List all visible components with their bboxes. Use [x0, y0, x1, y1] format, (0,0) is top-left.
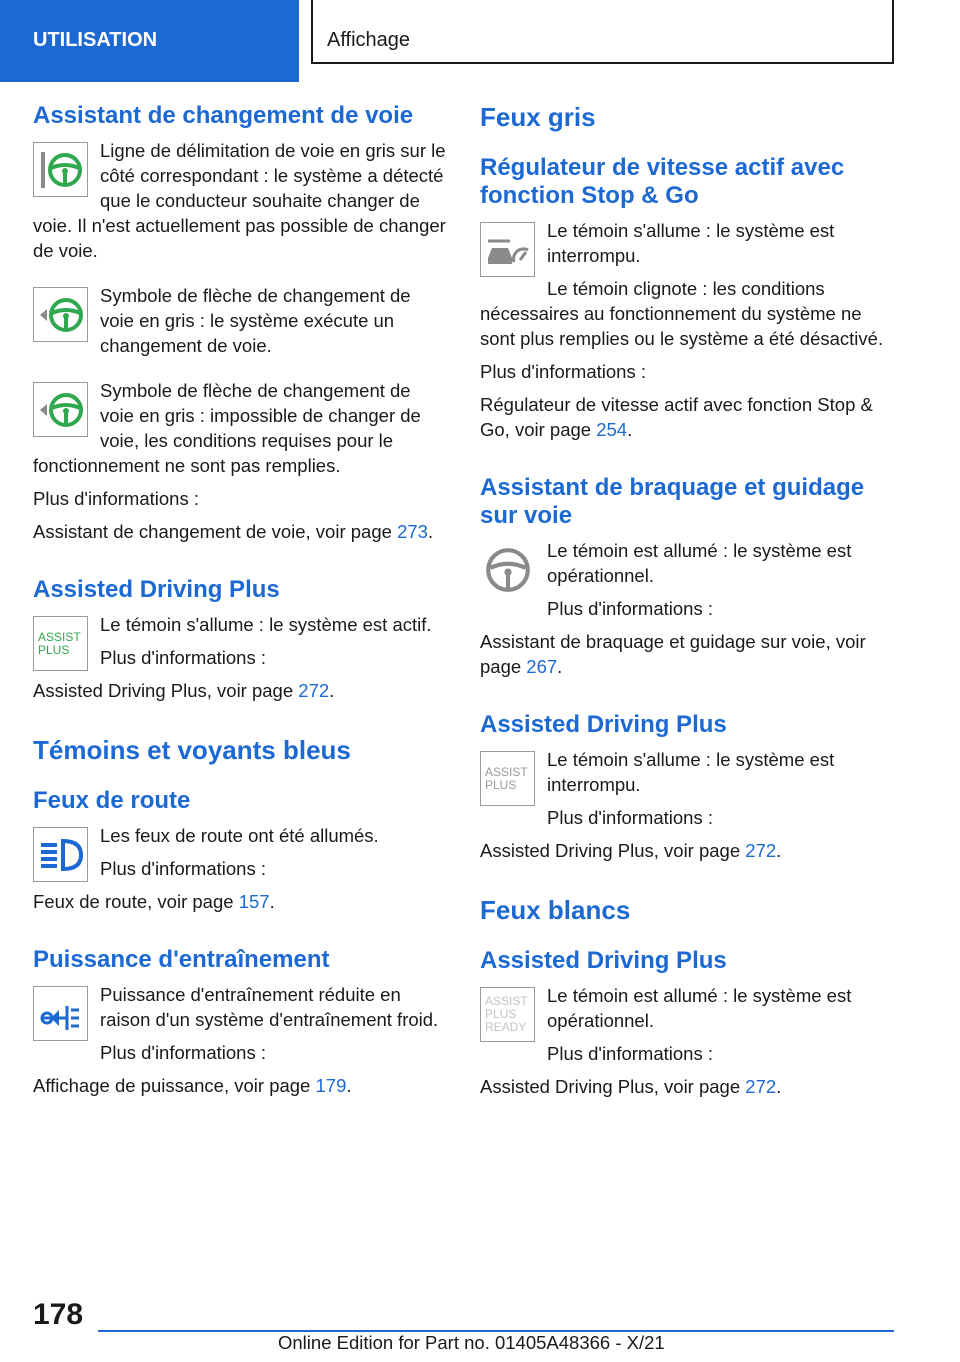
chapter-label: Affichage	[327, 29, 411, 51]
chapter-tab	[311, 0, 894, 64]
drive-power-text: Puissance d'entraînement réduite en raison d'un système d'entraînement froid.	[100, 984, 439, 1030]
page-link[interactable]: 272	[745, 1076, 777, 1097]
lane-change-reference	[33, 519, 448, 544]
drive-power-reduced-icon	[33, 986, 88, 1041]
reference-end: .	[329, 680, 335, 701]
acc-more: Plus d'informations :	[480, 361, 646, 382]
steering-more: Plus d'informations :	[547, 598, 713, 619]
icon-text-line: ASSIST	[485, 764, 528, 779]
lane-change-item-3-text: Symbole de flèche de changement de voie en gris : impossible de changer de voie, les conditions requises pour le fonctionnement ne sont pas remplies.	[33, 380, 421, 476]
steering-wheel-arrow-icon	[33, 382, 88, 437]
assist-plus-icon	[33, 616, 88, 671]
steering-wheel-icon	[480, 542, 535, 597]
acc-item	[480, 218, 895, 351]
lane-change-item-3	[33, 378, 448, 478]
section-label: UTILISATION	[33, 29, 158, 51]
left-column	[33, 102, 448, 1098]
page-link[interactable]: 157	[238, 891, 270, 912]
assisted-plus-grey-item	[480, 747, 895, 830]
icon-text-line: PLUS	[485, 777, 517, 792]
lane-change-more: Plus d'informations :	[33, 488, 199, 509]
acc-reference	[480, 392, 895, 442]
reference-text: Assistant de braquage et guidage sur voie, voir page	[480, 631, 866, 677]
high-beam-item	[33, 823, 448, 914]
acc-text-2: Le témoin clignote : les conditions nécessaires au fonctionnement du système ne sont plus remplies ou le système a été désactivé.	[480, 278, 884, 349]
reference-text: Assistant de changement de voie, voir page	[33, 521, 398, 542]
lane-change-item-2	[33, 283, 448, 358]
lane-change-title: Assistant de changement de voie	[33, 102, 414, 129]
assisted-plus-grey-text: Le témoin s'allume : le système est interrompu.	[547, 749, 835, 795]
page-link[interactable]: 272	[298, 680, 330, 701]
assisted-plus-item	[33, 612, 448, 703]
high-beam-icon	[33, 827, 88, 882]
assisted-plus-grey-more: Plus d'informations :	[547, 807, 713, 828]
assist-plus-ready-icon	[480, 987, 535, 1042]
footer-edition: Online Edition for Part no. 01405A48366 - X/21	[278, 1332, 665, 1353]
steering-wheel-lane-line-icon	[33, 142, 88, 197]
steering-reference	[480, 629, 895, 679]
assisted-ready-more: Plus d'informations :	[547, 1043, 713, 1064]
high-beam-text: Les feux de route ont été allumés.	[100, 825, 379, 846]
acc-title: Régulateur de vitesse actif avec fonction Stop & Go	[480, 154, 845, 209]
assisted-plus-reference	[33, 678, 448, 703]
drive-power-reference	[33, 1073, 448, 1098]
lane-change-item-1-text: Ligne de délimitation de voie en gris sur le côté correspondant : le système a détecté que le conducteur souhaite changer de voie. Il n'est actuellement pas possible de changer de voie.	[33, 140, 446, 261]
reference-text: Régulateur de vitesse actif avec fonction Stop & Go, voir page	[480, 394, 873, 440]
grey-lights-title: Feux gris	[480, 102, 596, 132]
section-tab	[0, 0, 299, 82]
assisted-plus-text: Le témoin s'allume : le système est actif.	[100, 614, 432, 635]
steering-wheel-arrow-icon	[33, 287, 88, 342]
reference-end: .	[269, 891, 275, 912]
drive-power-title: Puissance d'entraînement	[33, 946, 330, 973]
reference-end: .	[776, 840, 782, 861]
reference-end: .	[776, 1076, 782, 1097]
lane-change-item-2-text: Symbole de flèche de changement de voie en gris : le système exécute un changement de voie.	[100, 285, 411, 356]
icon-text-line: PLUS	[485, 1007, 517, 1021]
page-number: 178	[33, 1298, 84, 1331]
icon-text-line: PLUS	[38, 642, 70, 657]
assisted-plus-title: Assisted Driving Plus	[33, 576, 280, 603]
reference-text: Assisted Driving Plus, voir page	[480, 1076, 746, 1097]
reference-text: Assisted Driving Plus, voir page	[480, 840, 746, 861]
reference-end: .	[346, 1075, 352, 1096]
drive-power-more: Plus d'informations :	[100, 1042, 266, 1063]
page-link[interactable]: 254	[596, 419, 628, 440]
drive-power-item	[33, 982, 448, 1098]
steering-item	[480, 538, 895, 621]
acc-stop-go-icon	[480, 222, 535, 277]
assisted-ready-text: Le témoin est allumé : le système est opérationnel.	[547, 985, 852, 1031]
high-beam-title: Feux de route	[33, 787, 191, 814]
reference-end: .	[627, 419, 633, 440]
assisted-ready-title: Assisted Driving Plus	[480, 947, 727, 974]
page-link[interactable]: 267	[526, 656, 558, 677]
lane-change-item-1	[33, 138, 448, 263]
icon-text-line: ASSIST	[38, 629, 81, 644]
steering-text: Le témoin est allumé : le système est opérationnel.	[547, 540, 852, 586]
assisted-plus-grey-title: Assisted Driving Plus	[480, 711, 727, 738]
icon-text-line: ASSIST	[485, 994, 528, 1008]
right-column	[480, 102, 895, 1099]
acc-text-1: Le témoin s'allume : le système est interrompu.	[547, 220, 835, 266]
white-lights-title: Feux blancs	[480, 895, 631, 925]
reference-text: Affichage de puissance, voir page	[33, 1075, 316, 1096]
blue-lights-title: Témoins et voyants bleus	[33, 735, 351, 765]
icon-text-line: READY	[485, 1020, 527, 1034]
high-beam-more: Plus d'informations :	[100, 858, 266, 879]
steering-title: Assistant de braquage et guidage sur voie	[480, 474, 865, 529]
assisted-ready-reference	[480, 1074, 895, 1099]
page-link[interactable]: 179	[315, 1075, 347, 1096]
assist-plus-icon	[480, 751, 535, 806]
page-link[interactable]: 273	[397, 521, 428, 542]
page-link[interactable]: 272	[745, 840, 777, 861]
assisted-ready-item	[480, 983, 895, 1066]
reference-end: .	[557, 656, 563, 677]
assisted-plus-more: Plus d'informations :	[100, 647, 266, 668]
high-beam-reference	[33, 889, 448, 914]
reference-text: Feux de route, voir page	[33, 891, 239, 912]
assisted-plus-grey-reference	[480, 838, 895, 863]
reference-text: Assisted Driving Plus, voir page	[33, 680, 299, 701]
reference-end: .	[427, 521, 434, 542]
